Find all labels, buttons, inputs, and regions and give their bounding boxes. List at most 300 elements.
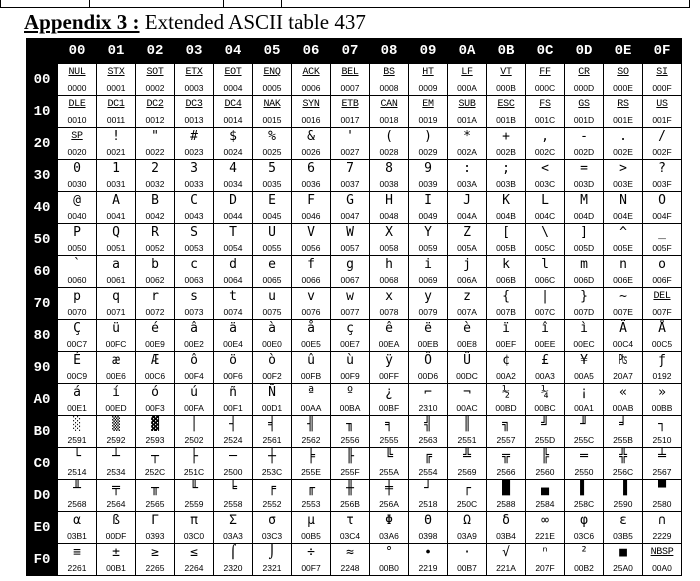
char-glyph: ▐ [619, 481, 627, 496]
char-cell [175, 224, 214, 256]
char-glyph: ╤ [112, 481, 120, 496]
char-cell [643, 128, 682, 160]
char-cell [370, 384, 409, 416]
char-code: 00AA [300, 403, 322, 413]
char-glyph: └ [73, 449, 81, 464]
char-code: 2518 [418, 499, 438, 509]
char-cell [409, 96, 448, 128]
char-code: 007A [457, 307, 477, 317]
char-glyph: x [385, 289, 393, 304]
char-glyph: ; [502, 161, 510, 176]
char-glyph: r [151, 289, 159, 304]
column-header-row [27, 39, 682, 64]
char-code: 2593 [145, 435, 165, 445]
char-cell [214, 480, 253, 512]
char-code: 00F2 [262, 371, 282, 381]
char-glyph: ETB [341, 99, 359, 110]
char-code: 007F [652, 307, 672, 317]
char-code: 003A [457, 179, 477, 189]
char-code: 0009 [418, 83, 438, 93]
char-code: 001A [457, 115, 477, 125]
char-glyph: w [346, 289, 354, 304]
char-cell [136, 192, 175, 224]
column-header: 0D [565, 39, 604, 64]
char-glyph: W [346, 225, 354, 240]
char-code: 250C [456, 499, 478, 509]
char-code: 0018 [379, 115, 399, 125]
char-cell [604, 96, 643, 128]
char-code: 221E [535, 531, 555, 541]
char-cell [370, 96, 409, 128]
char-cell [214, 160, 253, 192]
char-glyph: ª [307, 385, 315, 400]
char-cell [214, 384, 253, 416]
char-code: 2588 [496, 499, 516, 509]
char-glyph: t [229, 289, 237, 304]
char-cell [136, 256, 175, 288]
char-glyph: ╝ [541, 417, 549, 432]
row-header: E0 [27, 512, 58, 544]
char-cell [175, 192, 214, 224]
char-glyph: å [307, 321, 315, 336]
char-glyph: · [463, 545, 471, 560]
char-code: 2584 [535, 499, 555, 509]
char-glyph: b [151, 257, 159, 272]
char-code: 00EA [378, 339, 400, 349]
char-code: 00EC [573, 339, 595, 349]
char-cell [136, 64, 175, 96]
char-cell [331, 352, 370, 384]
char-cell [370, 544, 409, 576]
char-glyph: Ö [424, 353, 432, 368]
char-cell [526, 320, 565, 352]
char-code: 0007 [340, 83, 360, 93]
char-glyph: ( [385, 129, 393, 144]
char-code: 0033 [184, 179, 204, 189]
char-glyph: : [463, 161, 471, 176]
char-code: 252C [144, 467, 166, 477]
char-code: 0050 [67, 243, 87, 253]
char-cell [409, 256, 448, 288]
char-glyph: ⌡ [268, 545, 276, 560]
char-code: 00DF [105, 531, 127, 541]
char-glyph: φ [580, 513, 588, 528]
char-cell [331, 544, 370, 576]
char-glyph: v [307, 289, 315, 304]
char-code: 2557 [496, 435, 516, 445]
char-glyph: U [268, 225, 276, 240]
char-cell [604, 320, 643, 352]
char-code: 0028 [379, 147, 399, 157]
char-code: 20A7 [613, 371, 633, 381]
char-cell [331, 288, 370, 320]
char-code: 00AB [612, 403, 634, 413]
column-header: 03 [175, 39, 214, 64]
row-header: 50 [27, 224, 58, 256]
char-cell [487, 160, 526, 192]
char-cell [292, 160, 331, 192]
char-code: 002E [613, 147, 633, 157]
char-cell [526, 416, 565, 448]
char-glyph: K [502, 193, 510, 208]
char-code: 0068 [379, 275, 399, 285]
char-cell [487, 288, 526, 320]
char-glyph: ┐ [658, 417, 666, 432]
char-cell [370, 128, 409, 160]
char-code: 2563 [418, 435, 438, 445]
char-cell [526, 448, 565, 480]
char-glyph: . [619, 129, 627, 144]
char-glyph: HT [422, 67, 434, 78]
char-code: 007C [534, 307, 556, 317]
char-glyph: ACK [302, 67, 320, 78]
char-glyph: ┴ [112, 449, 120, 464]
char-cell [487, 64, 526, 96]
char-code: 251C [183, 467, 205, 477]
page-title [24, 8, 366, 36]
char-cell [643, 224, 682, 256]
char-glyph: ¥ [580, 353, 588, 368]
char-glyph: δ [502, 513, 510, 528]
char-cell [97, 384, 136, 416]
char-cell [370, 256, 409, 288]
char-cell [253, 320, 292, 352]
char-cell [370, 352, 409, 384]
char-cell [292, 320, 331, 352]
char-code: 007B [496, 307, 516, 317]
char-code: 00A0 [652, 563, 672, 573]
char-cell [253, 480, 292, 512]
char-cell [643, 96, 682, 128]
char-glyph: î [541, 321, 549, 336]
char-cell [58, 288, 97, 320]
char-cell [58, 544, 97, 576]
char-code: 25A0 [613, 563, 633, 573]
char-cell [370, 480, 409, 512]
char-cell [409, 160, 448, 192]
char-code: 0039 [418, 179, 438, 189]
char-glyph: & [307, 129, 315, 144]
char-glyph: d [229, 257, 237, 272]
char-cell [487, 352, 526, 384]
char-cell [58, 224, 97, 256]
char-cell [136, 512, 175, 544]
char-cell [58, 352, 97, 384]
char-cell [214, 256, 253, 288]
char-glyph: L [541, 193, 549, 208]
char-glyph: } [580, 289, 588, 304]
char-cell [409, 352, 448, 384]
table-row [27, 544, 682, 576]
char-glyph: ╗ [502, 417, 510, 432]
char-glyph: | [541, 289, 549, 304]
char-cell [604, 256, 643, 288]
char-glyph: Y [424, 225, 432, 240]
char-cell [526, 128, 565, 160]
char-glyph: BEL [341, 67, 359, 78]
char-code: 0079 [418, 307, 438, 317]
char-code: 002D [573, 147, 595, 157]
char-code: 255D [534, 435, 556, 445]
char-glyph: τ [346, 513, 354, 528]
char-cell [526, 192, 565, 224]
char-code: 0027 [340, 147, 360, 157]
char-code: 0021 [106, 147, 126, 157]
char-cell [175, 288, 214, 320]
char-cell [370, 512, 409, 544]
char-code: 006E [613, 275, 633, 285]
char-glyph: ¡ [580, 385, 588, 400]
char-glyph: 2 [151, 161, 159, 176]
char-glyph: ñ [229, 385, 237, 400]
char-code: 2559 [184, 499, 204, 509]
char-cell [292, 448, 331, 480]
char-glyph: ë [424, 321, 432, 336]
char-cell [97, 320, 136, 352]
char-cell [487, 512, 526, 544]
char-glyph: @ [73, 193, 81, 208]
char-glyph: ß [112, 513, 120, 528]
char-glyph: E [268, 193, 276, 208]
char-code: 03B4 [496, 531, 516, 541]
char-cell [604, 352, 643, 384]
char-glyph: c [190, 257, 198, 272]
char-glyph: Å [658, 321, 666, 336]
char-code: 00EE [534, 339, 556, 349]
char-cell [253, 128, 292, 160]
char-code: 0043 [184, 211, 204, 221]
char-code: 0055 [262, 243, 282, 253]
char-cell [97, 416, 136, 448]
char-cell [643, 320, 682, 352]
char-glyph: 4 [229, 161, 237, 176]
char-glyph: < [541, 161, 549, 176]
char-glyph: ┬ [151, 449, 159, 464]
title-text: Extended ASCII table 437 [139, 10, 366, 34]
char-code: 00E1 [67, 403, 87, 413]
char-code: 006D [573, 275, 595, 285]
char-glyph: ò [268, 353, 276, 368]
char-cell [370, 224, 409, 256]
char-glyph: ╠ [541, 449, 549, 464]
char-code: 00B2 [574, 563, 594, 573]
char-cell [175, 512, 214, 544]
char-code: 258C [573, 499, 595, 509]
char-code: 2553 [301, 499, 321, 509]
char-glyph: F [307, 193, 315, 208]
char-cell [643, 64, 682, 96]
char-code: 00A1 [574, 403, 594, 413]
char-cell [604, 288, 643, 320]
char-cell [58, 64, 97, 96]
char-glyph: Θ [424, 513, 432, 528]
char-glyph: Ω [463, 513, 471, 528]
char-code: 03B5 [613, 531, 633, 541]
char-glyph: ∩ [658, 513, 666, 528]
char-cell [331, 480, 370, 512]
char-cell [214, 288, 253, 320]
char-code: 005E [613, 243, 633, 253]
char-code: 0015 [262, 115, 282, 125]
char-cell [253, 96, 292, 128]
char-code: 0044 [223, 211, 243, 221]
char-code: 00C4 [612, 339, 634, 349]
char-glyph: ≈ [346, 545, 354, 560]
char-cell [136, 96, 175, 128]
row-header: D0 [27, 480, 58, 512]
char-code: 0077 [340, 307, 360, 317]
char-cell [97, 288, 136, 320]
char-code: 00DC [456, 371, 478, 381]
char-cell [58, 320, 97, 352]
char-cell [292, 352, 331, 384]
char-glyph: a [112, 257, 120, 272]
char-glyph: » [658, 385, 666, 400]
char-glyph: I [424, 193, 432, 208]
char-code: 005F [652, 243, 672, 253]
char-cell [97, 544, 136, 576]
char-code: 255F [340, 467, 360, 477]
char-code: 001E [613, 115, 633, 125]
char-code: 0029 [418, 147, 438, 157]
column-header: 0A [448, 39, 487, 64]
char-glyph: ░ [73, 417, 81, 432]
char-glyph: l [541, 257, 549, 272]
char-glyph: í [112, 385, 120, 400]
char-code: 0031 [106, 179, 126, 189]
char-glyph: ╧ [658, 449, 666, 464]
char-code: 006F [652, 275, 672, 285]
char-cell [175, 544, 214, 576]
char-code: 0076 [301, 307, 321, 317]
char-glyph: % [268, 129, 276, 144]
char-cell [292, 416, 331, 448]
char-glyph: ╡ [268, 417, 276, 432]
char-code: 0011 [106, 115, 126, 125]
char-cell [643, 512, 682, 544]
char-glyph: ï [502, 321, 510, 336]
char-glyph: α [73, 513, 81, 528]
char-glyph: ì [580, 321, 588, 336]
char-cell [565, 448, 604, 480]
char-glyph: ² [580, 545, 588, 560]
char-glyph: π [190, 513, 198, 528]
char-cell [253, 64, 292, 96]
char-cell [604, 544, 643, 576]
row-header: 60 [27, 256, 58, 288]
char-cell [292, 128, 331, 160]
char-glyph: ≡ [73, 545, 81, 560]
char-glyph: g [346, 257, 354, 272]
char-code: 0066 [301, 275, 321, 285]
char-cell [175, 96, 214, 128]
char-glyph: Z [463, 225, 471, 240]
char-cell [97, 64, 136, 96]
char-glyph: Q [112, 225, 120, 240]
char-code: 00B5 [301, 531, 321, 541]
char-code: 00BD [495, 403, 517, 413]
char-cell [409, 416, 448, 448]
char-code: 2534 [106, 467, 126, 477]
char-code: 0064 [223, 275, 243, 285]
char-code: 00B7 [457, 563, 477, 573]
char-cell [97, 192, 136, 224]
char-cell [370, 448, 409, 480]
char-code: 001B [496, 115, 516, 125]
char-code: 00F9 [340, 371, 360, 381]
char-cell [331, 416, 370, 448]
char-glyph: ─ [229, 449, 237, 464]
char-code: 00E4 [223, 339, 243, 349]
char-cell [214, 320, 253, 352]
char-cell [409, 384, 448, 416]
char-cell [58, 256, 97, 288]
char-glyph: ╚ [385, 449, 393, 464]
char-cell [448, 512, 487, 544]
char-glyph: Φ [385, 513, 393, 528]
header-corner [27, 39, 58, 64]
char-code: 0002 [145, 83, 165, 93]
char-glyph: 8 [385, 161, 393, 176]
char-code: 0063 [184, 275, 204, 285]
char-cell [643, 448, 682, 480]
char-code: 00F7 [301, 563, 321, 573]
char-glyph: DC2 [146, 99, 164, 110]
char-code: 00FA [184, 403, 204, 413]
char-code: 00EB [417, 339, 439, 349]
char-code: 0032 [145, 179, 165, 189]
row-header: 90 [27, 352, 58, 384]
char-glyph: NUL [68, 67, 86, 78]
char-cell [58, 512, 97, 544]
char-glyph: ≥ [151, 545, 159, 560]
char-code: 00D1 [261, 403, 283, 413]
char-cell [565, 320, 604, 352]
char-glyph: ö [229, 353, 237, 368]
char-glyph: DC1 [107, 99, 125, 110]
char-code: 00E7 [340, 339, 360, 349]
row-header: 80 [27, 320, 58, 352]
char-code: 006B [496, 275, 516, 285]
char-cell [565, 480, 604, 512]
char-glyph: â [190, 321, 198, 336]
char-cell [253, 160, 292, 192]
char-glyph: i [424, 257, 432, 272]
char-glyph: S [190, 225, 198, 240]
char-code: 00A2 [496, 371, 516, 381]
char-cell [526, 160, 565, 192]
char-glyph: RS [617, 99, 629, 110]
char-code: 0049 [418, 211, 438, 221]
char-glyph: û [307, 353, 315, 368]
char-cell [448, 160, 487, 192]
char-code: 0037 [340, 179, 360, 189]
char-cell [331, 320, 370, 352]
row-header: F0 [27, 544, 58, 576]
char-code: 255B [613, 435, 633, 445]
char-cell [487, 544, 526, 576]
char-cell [253, 224, 292, 256]
char-glyph: $ [229, 129, 237, 144]
char-cell [331, 384, 370, 416]
char-glyph: √ [502, 545, 510, 560]
char-glyph: SP [71, 131, 83, 142]
char-code: 00C6 [144, 371, 166, 381]
char-glyph: n [619, 257, 627, 272]
char-cell [448, 320, 487, 352]
char-code: 0006 [301, 83, 321, 93]
char-cell [58, 96, 97, 128]
